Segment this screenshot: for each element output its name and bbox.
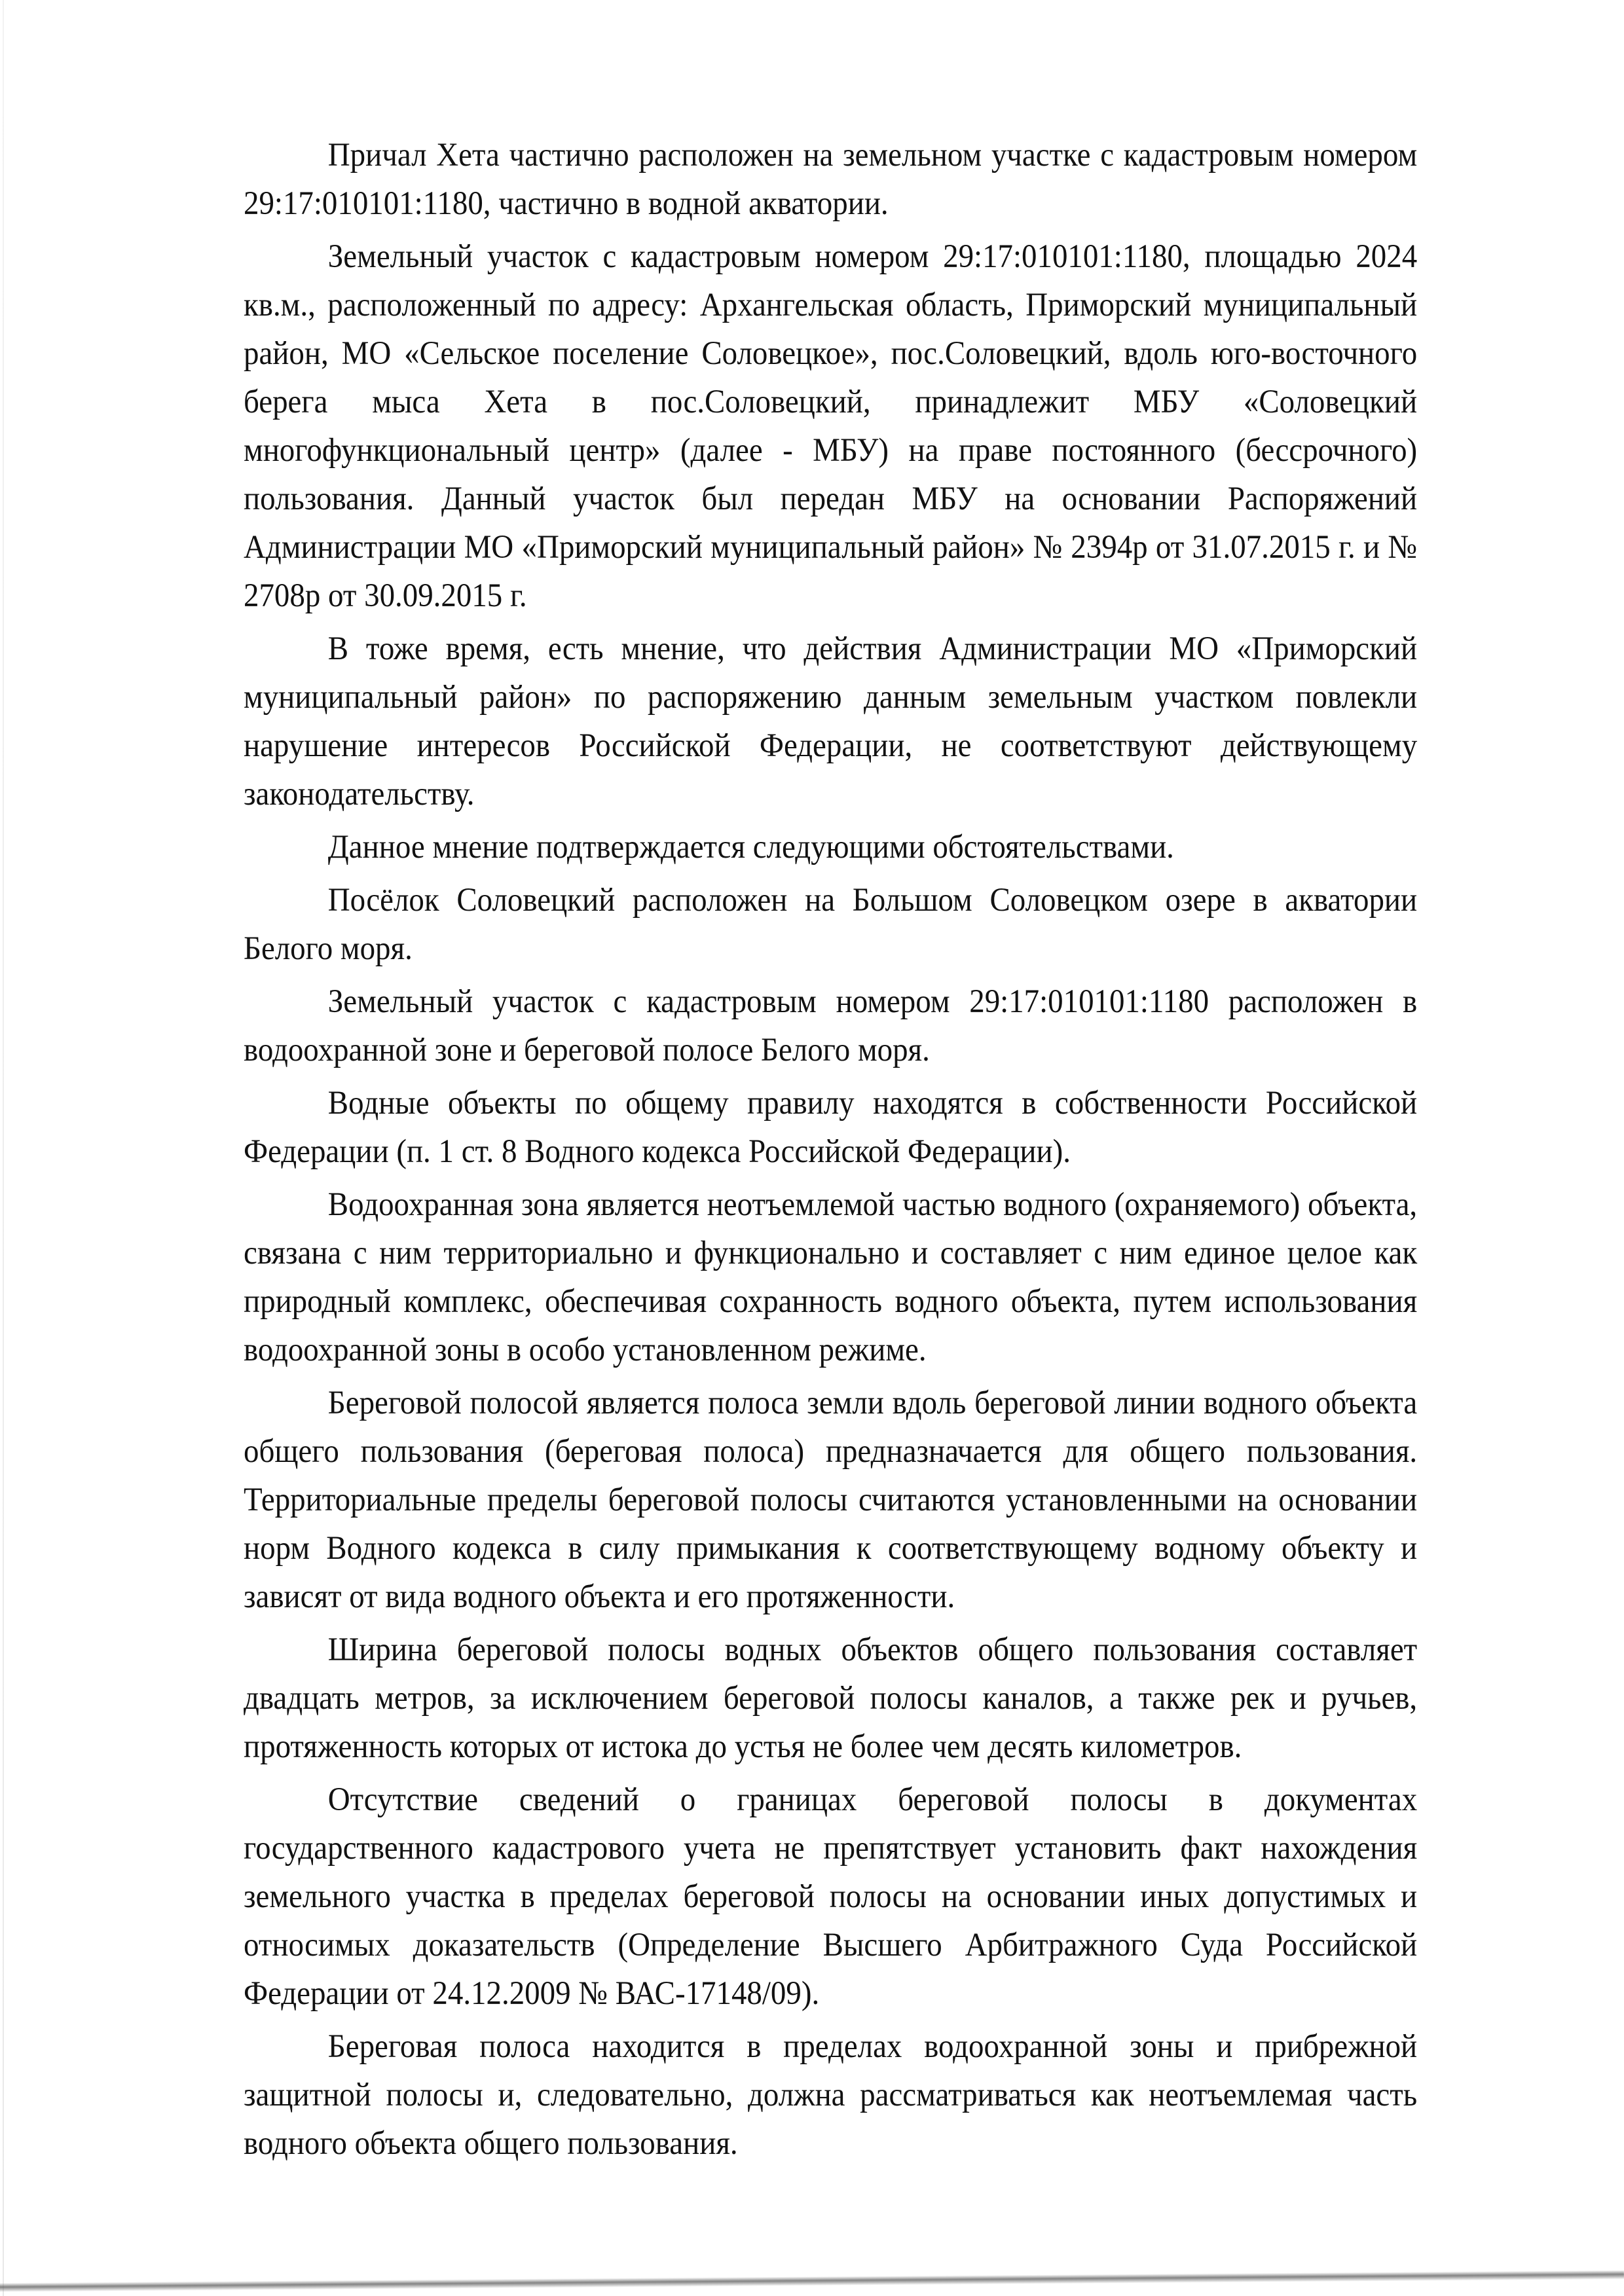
- paragraph-land-plot-details: Земельный участок с кадастровым номером 29:17:010101:1180, площадью 2024 кв.м., расположенный по адресу: Архангельская область, Приморский муниципальный район, МО «Сельское поселение Соловецкое», пос.Соловецкий, вдоль юго-восточного берега мыса Хета в пос.Соловецкий, принадлежит МБУ «Соловецкий многофункциональный центр» (далее - МБУ) на праве постоянного (бессрочного) пользования. Данный участок был передан МБУ на основании Распоряжений Администрации МО «Приморский муниципальный район» № 2394р от 31.07.2015 г. и № 2708р от 30.09.2015 г.: [244, 238, 1418, 614]
- paragraph-conclusion: Береговая полоса находится в пределах водоохранной зоны и прибрежной защитной полосы и, следовательно, должна рассматриваться как неотъемлемая часть водного объекта общего пользования.: [244, 2028, 1418, 2162]
- paragraph-pier-location: Причал Хета частично расположен на земельном участке с кадастровым номером 29:17:010101:1180, частично в водной акватории.: [244, 137, 1418, 222]
- paragraph-shoreline-width: Ширина береговой полосы водных объектов общего пользования составляет двадцать метров, за исключением береговой полосы каналов, а также рек и ручьев, протяженность которых от истока до устья не более чем десять километров.: [244, 1631, 1418, 1765]
- scan-edge-left: [3, 0, 4, 2296]
- paragraph-shoreline-definition: Береговой полосой является полоса земли вдоль береговой линии водного объекта общего пользования (береговая полоса) предназначается для общего пользования. Территориальные пределы береговой полосы считаются установленными на основании норм Водного кодекса в силу примыкания к соответствующему водному объекту и зависят от вида водного объекта и его протяженности.: [244, 1385, 1418, 1615]
- paragraph-federal-ownership: Водные объекты по общему правилу находятся в собственности Российской Федерации (п. 1 ст. 8 Водного кодекса Российской Федерации).: [244, 1085, 1418, 1170]
- paragraph-cadastral-evidence: Отсутствие сведений о границах береговой полосы в документах государственного кадастрового учета не препятствует установить факт нахождения земельного участка в пределах береговой полосы на основании иных допустимых и относимых доказательств (Определение Высшего Арбитражного Суда Российской Федерации от 24.12.2009 № ВАС-17148/09).: [244, 1781, 1418, 2012]
- paragraph-circumstances-intro: Данное мнение подтверждается следующими обстоятельствами.: [327, 829, 1174, 866]
- scan-edge-bottom: [0, 2270, 1624, 2292]
- paragraph-water-protection-zone: Водоохранная зона является неотъемлемой частью водного (охраняемого) объекта, связана с ним территориально и функционально и составляет с ним единое целое как природный комплекс, обеспечивая сохранность водного объекта, путем использования водоохранной зоны в особо установленном режиме.: [244, 1186, 1418, 1368]
- document-body: [244, 131, 1417, 2172]
- paragraph-settlement-location: Посёлок Соловецкий расположен на Большом Соловецком озере в акватории Белого моря.: [244, 882, 1418, 967]
- paragraph-opinion: В тоже время, есть мнение, что действия Администрации МО «Приморский муниципальный район» по распоряжению данным земельным участком повлекли нарушение интересов Российской Федерации, не соответствуют действующему законодательству.: [244, 630, 1418, 812]
- paragraph-plot-in-water-zone: Земельный участок с кадастровым номером 29:17:010101:1180 расположен в водоохранной зоне и береговой полосе Белого моря.: [244, 983, 1418, 1068]
